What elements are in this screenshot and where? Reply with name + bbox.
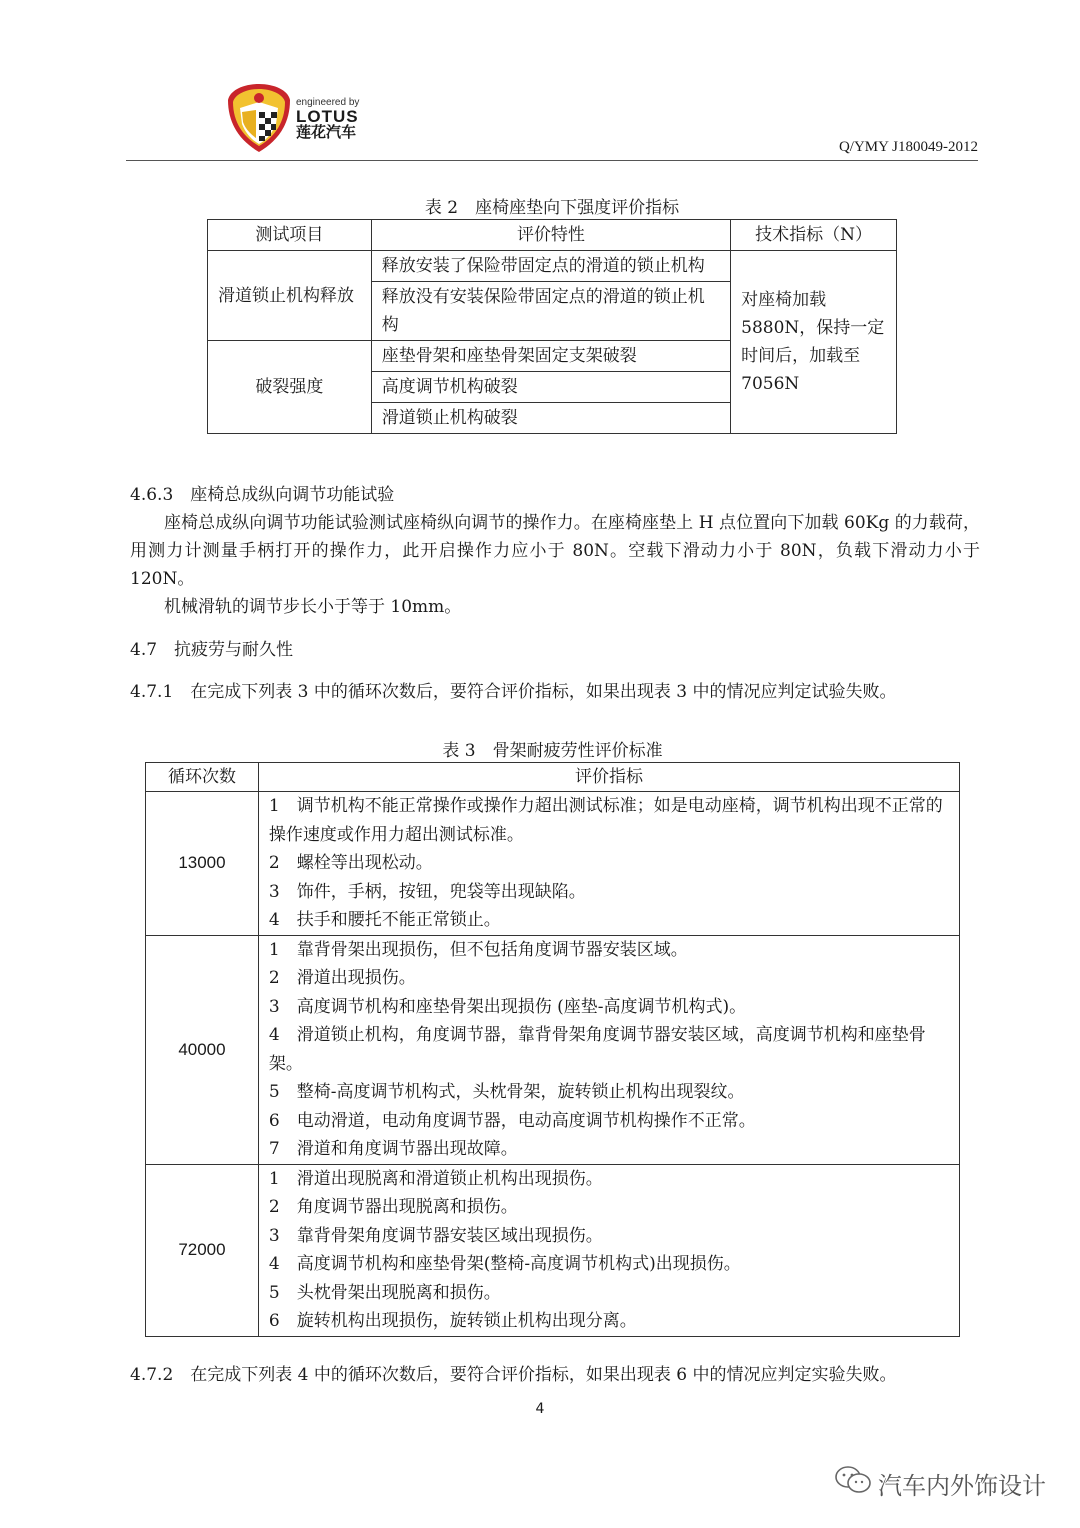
watermark-text: 汽车内外饰设计 (878, 1471, 1046, 1500)
cycles-cell: 40000 (146, 935, 259, 1164)
watermark (834, 1465, 1046, 1501)
table-header-cell: 评价特性 (371, 220, 730, 251)
logo-text (296, 98, 359, 140)
table-header-row (208, 220, 897, 251)
wechat-icon (834, 1465, 872, 1501)
criteria-item: 7 滑道和角度调节器出现故障。 (268, 1139, 518, 1159)
criteria-cell (258, 792, 959, 936)
characteristic-cell: 滑道锁止机构破裂 (371, 403, 730, 434)
spec-cell: 对座椅加载5880N，保持一定时间后，加载至7056N (731, 251, 897, 434)
logo-brand: LOTUS (296, 107, 359, 126)
criteria-cell (258, 935, 959, 1164)
table2 (207, 219, 897, 434)
criteria-item: 3 高度调节机构和座垫骨架出现损伤 (座垫-高度调节机构式)。 (268, 996, 747, 1017)
characteristic-cell: 释放安装了保险带固定点的滑道的锁止机构 (371, 251, 730, 282)
page-number: 4 (535, 1401, 545, 1417)
test-item-cell: 破裂强度 (208, 341, 372, 434)
paragraph: 座椅总成纵向调节功能试验测试座椅纵向调节的操作力。在座椅座垫上 H 点位置向下加载 60Kg 的力载荷，用测力计测量手柄打开的操作力，此开启操作力应小于 80N。空载下滑动力小于 80N，负载下滑动力小于 120N。 (130, 513, 980, 589)
criteria-item: 5 整椅-高度调节机构式，头枕骨架，旋转锁止机构出现裂纹。 (268, 1082, 745, 1102)
table-header-cell: 测试项目 (208, 220, 372, 251)
criteria-item: 2 角度调节器出现脱离和损伤。 (268, 1197, 518, 1217)
table-row (146, 792, 960, 936)
section-item-472: 4.7.2 在完成下列表 4 中的循环次数后，要符合评价指标，如果出现表 6 中的情况应判定实验失败。 (130, 1365, 897, 1385)
table-header-cell: 评价指标 (258, 763, 959, 792)
characteristic-cell: 释放没有安装保险带固定点的滑道的锁止机构 (371, 282, 730, 341)
table-header-cell: 循环次数 (146, 763, 259, 792)
doc-number: Q/YMY J180049-2012 (838, 139, 978, 155)
characteristic-cell: 高度调节机构破裂 (371, 372, 730, 403)
criteria-item: 4 扶手和腰托不能正常锁止。 (268, 910, 501, 930)
criteria-cell (258, 1164, 959, 1336)
table2-caption: 表 2 座椅座垫向下强度评价指标 (424, 198, 680, 218)
cycles-cell: 13000 (146, 792, 259, 936)
section-heading-463: 4.6.3 座椅总成纵向调节功能试验 (130, 485, 395, 505)
criteria-item: 3 靠背骨架角度调节器安装区域出现损伤。 (268, 1225, 603, 1246)
lotus-shield-logo-icon (226, 82, 292, 154)
criteria-item: 1 滑道出现脱离和滑道锁止机构出现损伤。 (268, 1168, 603, 1189)
criteria-item: 1 靠背骨架出现损伤，但不包括角度调节器安装区域。 (268, 939, 688, 960)
criteria-item: 2 螺栓等出现松动。 (268, 853, 433, 873)
table3 (145, 762, 960, 1337)
logo-engineered: engineered by (296, 97, 360, 108)
header-divider (126, 160, 978, 161)
table-header-cell: 技术指标（N） (731, 220, 897, 251)
criteria-item: 1 调节机构不能正常操作或操作力超出测试标准；如是电动座椅，调节机构出现不正常的操作速度或作用力超出测试标准。 (268, 796, 943, 845)
table3-caption: 表 3 骨架耐疲劳性评价标准 (442, 741, 663, 761)
criteria-item: 5 头枕骨架出现脱离和损伤。 (268, 1282, 501, 1303)
table-row (208, 251, 897, 282)
criteria-item: 4 高度调节机构和座垫骨架(整椅-高度调节机构式)出现损伤。 (268, 1254, 741, 1274)
criteria-item: 6 电动滑道，电动角度调节器，电动高度调节机构操作不正常。 (268, 1110, 756, 1131)
section-item-471: 4.7.1 在完成下列表 3 中的循环次数后，要符合评价指标，如果出现表 3 中的情况应判定试验失败。 (130, 682, 897, 702)
cycles-cell: 72000 (146, 1164, 259, 1336)
section-heading-47: 4.7 抗疲劳与耐久性 (130, 640, 294, 660)
table-row (146, 1164, 960, 1336)
characteristic-cell: 座垫骨架和座垫骨架固定支架破裂 (371, 341, 730, 372)
criteria-item: 2 滑道出现损伤。 (268, 968, 416, 988)
criteria-item: 4 滑道锁止机构，角度调节器，靠背骨架角度调节器安装区域，高度调节机构和座垫骨架。 (268, 1025, 926, 1074)
table-header-row (146, 763, 960, 792)
criteria-item: 3 饰件，手柄，按钮，兜袋等出现缺陷。 (268, 881, 586, 902)
logo-cn: 莲花汽车 (296, 123, 357, 141)
criteria-item: 6 旋转机构出现损伤，旋转锁止机构出现分离。 (268, 1311, 637, 1331)
paragraph: 机械滑轨的调节步长小于等于 10mm。 (164, 597, 462, 617)
test-item-cell: 滑道锁止机构释放 (208, 251, 372, 341)
table-row (146, 935, 960, 1164)
